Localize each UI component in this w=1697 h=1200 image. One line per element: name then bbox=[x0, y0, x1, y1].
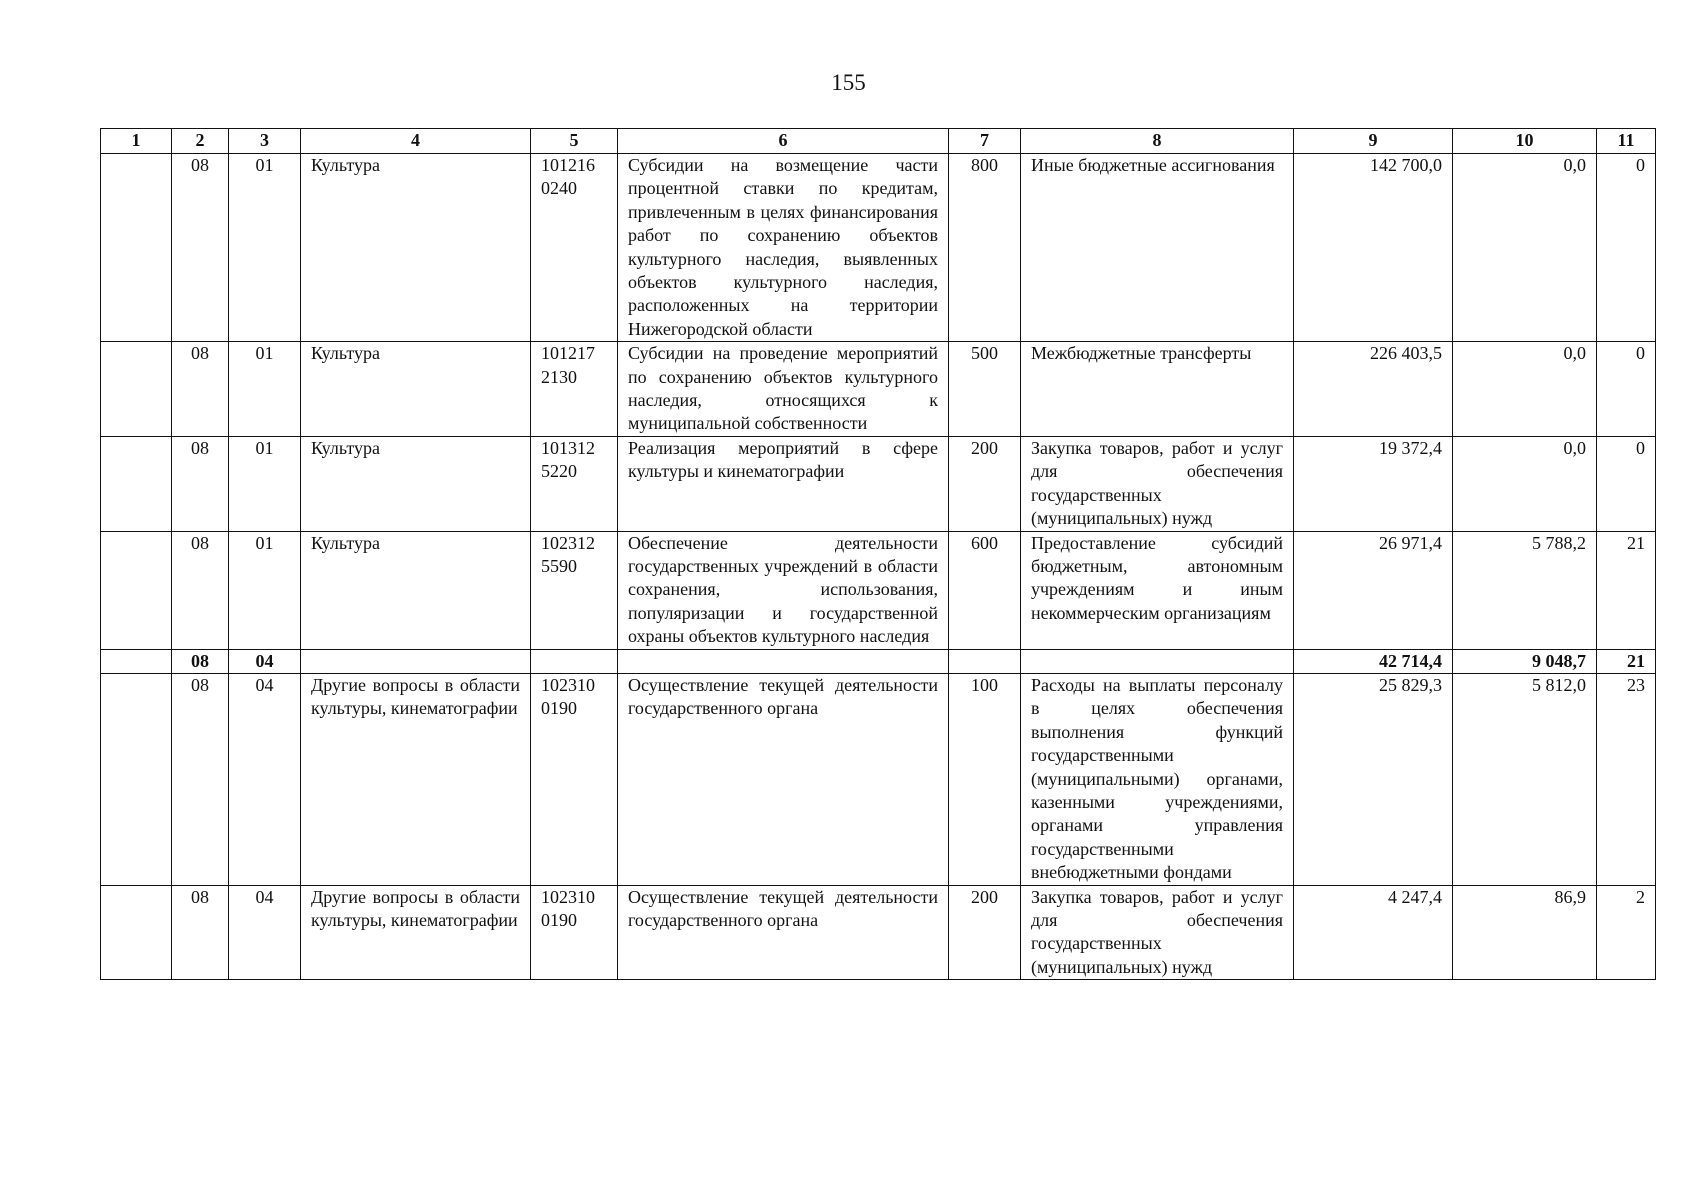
cell-amount-col-9: 26 971,4 bbox=[1294, 531, 1453, 649]
cell-section: 08 bbox=[172, 885, 229, 980]
cell-subsection: 04 bbox=[229, 885, 301, 980]
cell-expense-code: 200 bbox=[949, 436, 1021, 531]
cell-expense-name: Закупка товаров, работ и услуг для обеспечения государственных (муниципальных) нужд bbox=[1021, 436, 1294, 531]
cell-amount-col-10: 5 788,2 bbox=[1453, 531, 1597, 649]
cell-target-name: Реализация мероприятий в сфере культуры и кинематографии bbox=[618, 436, 949, 531]
header-col-4: 4 bbox=[301, 129, 531, 154]
cell-target-code: 101217 2130 bbox=[531, 342, 618, 437]
cell-amount-col-10: 86,9 bbox=[1453, 885, 1597, 980]
cell-section: 08 bbox=[172, 673, 229, 885]
cell-amount-col-9: 226 403,5 bbox=[1294, 342, 1453, 437]
cell-target-name: Субсидии на возмещение части процентной ставки по кредитам, привлеченным в целях финансирования работ по сохранению объектов культурного наследия, выявленных объектов культурного наследия, расположенных на территории Нижегородской области bbox=[618, 154, 949, 342]
cell-amount-col-11: 0 bbox=[1597, 154, 1656, 342]
cell-col-1 bbox=[101, 436, 172, 531]
cell-expense-name: Межбюджетные трансферты bbox=[1021, 342, 1294, 437]
cell-section: 08 bbox=[172, 531, 229, 649]
cell-amount-col-11: 21 bbox=[1597, 531, 1656, 649]
cell-subsection: 01 bbox=[229, 436, 301, 531]
header-col-3: 3 bbox=[229, 129, 301, 154]
header-col-6: 6 bbox=[618, 129, 949, 154]
cell-subsection: 04 bbox=[229, 673, 301, 885]
cell-target-code: 102310 0190 bbox=[531, 885, 618, 980]
cell-expense-code: 500 bbox=[949, 342, 1021, 437]
cell-expense-code bbox=[949, 649, 1021, 673]
cell-subsection-name bbox=[301, 649, 531, 673]
cell-target-name: Обеспечение деятельности государственных учреждений в области сохранения, использования, популяризации и государственной охраны объектов культурного наследия bbox=[618, 531, 949, 649]
cell-section: 08 bbox=[172, 649, 229, 673]
cell-subsection: 01 bbox=[229, 154, 301, 342]
table-row bbox=[101, 531, 1656, 649]
cell-col-1 bbox=[101, 673, 172, 885]
cell-subsection: 01 bbox=[229, 531, 301, 649]
cell-expense-code: 600 bbox=[949, 531, 1021, 649]
cell-target-code: 101312 5220 bbox=[531, 436, 618, 531]
cell-col-1 bbox=[101, 649, 172, 673]
table-row bbox=[101, 436, 1656, 531]
cell-target-name: Осуществление текущей деятельности государственного органа bbox=[618, 673, 949, 885]
cell-section: 08 bbox=[172, 436, 229, 531]
cell-expense-name: Иные бюджетные ассигнования bbox=[1021, 154, 1294, 342]
cell-amount-col-10: 9 048,7 bbox=[1453, 649, 1597, 673]
cell-target-code: 101216 0240 bbox=[531, 154, 618, 342]
cell-section: 08 bbox=[172, 342, 229, 437]
cell-target-code: 102310 0190 bbox=[531, 673, 618, 885]
header-col-7: 7 bbox=[949, 129, 1021, 154]
cell-amount-col-11: 21 bbox=[1597, 649, 1656, 673]
cell-col-1 bbox=[101, 531, 172, 649]
cell-amount-col-10: 0,0 bbox=[1453, 342, 1597, 437]
cell-subsection-name: Культура bbox=[301, 342, 531, 437]
table-row bbox=[101, 673, 1656, 885]
cell-amount-col-11: 23 bbox=[1597, 673, 1656, 885]
cell-subsection: 01 bbox=[229, 342, 301, 437]
cell-section: 08 bbox=[172, 154, 229, 342]
cell-subsection: 04 bbox=[229, 649, 301, 673]
cell-subsection-name: Культура bbox=[301, 154, 531, 342]
cell-target-name bbox=[618, 649, 949, 673]
cell-expense-name: Предоставление субсидий бюджетным, автономным учреждениям и иным некоммерческим организациям bbox=[1021, 531, 1294, 649]
cell-col-1 bbox=[101, 342, 172, 437]
cell-subsection-name: Культура bbox=[301, 436, 531, 531]
cell-expense-code: 100 bbox=[949, 673, 1021, 885]
cell-expense-name bbox=[1021, 649, 1294, 673]
header-col-11: 11 bbox=[1597, 129, 1656, 154]
header-col-8: 8 bbox=[1021, 129, 1294, 154]
cell-amount-col-11: 2 bbox=[1597, 885, 1656, 980]
cell-target-name: Осуществление текущей деятельности государственного органа bbox=[618, 885, 949, 980]
cell-amount-col-9: 25 829,3 bbox=[1294, 673, 1453, 885]
cell-amount-col-9: 4 247,4 bbox=[1294, 885, 1453, 980]
cell-expense-name: Расходы на выплаты персоналу в целях обеспечения выполнения функций государственными (муниципальными) органами, казенными учреждениями, органами управления государственными внебюджетными фондами bbox=[1021, 673, 1294, 885]
cell-amount-col-11: 0 bbox=[1597, 342, 1656, 437]
page-number: 155 bbox=[831, 70, 866, 95]
table-row bbox=[101, 342, 1656, 437]
cell-col-1 bbox=[101, 154, 172, 342]
cell-subsection-name: Культура bbox=[301, 531, 531, 649]
header-col-5: 5 bbox=[531, 129, 618, 154]
cell-subsection-name: Другие вопросы в области культуры, кинематографии bbox=[301, 673, 531, 885]
cell-amount-col-9: 19 372,4 bbox=[1294, 436, 1453, 531]
cell-expense-code: 800 bbox=[949, 154, 1021, 342]
table-row bbox=[101, 154, 1656, 342]
header-col-1: 1 bbox=[101, 129, 172, 154]
cell-amount-col-10: 0,0 bbox=[1453, 154, 1597, 342]
cell-amount-col-11: 0 bbox=[1597, 436, 1656, 531]
header-col-9: 9 bbox=[1294, 129, 1453, 154]
cell-amount-col-9: 142 700,0 bbox=[1294, 154, 1453, 342]
cell-expense-code: 200 bbox=[949, 885, 1021, 980]
header-row bbox=[101, 129, 1656, 154]
cell-target-name: Субсидии на проведение мероприятий по сохранению объектов культурного наследия, относящихся к муниципальной собственности bbox=[618, 342, 949, 437]
cell-expense-name: Закупка товаров, работ и услуг для обеспечения государственных (муниципальных) нужд bbox=[1021, 885, 1294, 980]
cell-target-code bbox=[531, 649, 618, 673]
cell-subsection-name: Другие вопросы в области культуры, кинематографии bbox=[301, 885, 531, 980]
budget-table bbox=[100, 128, 1656, 980]
cell-amount-col-10: 5 812,0 bbox=[1453, 673, 1597, 885]
cell-target-code: 102312 5590 bbox=[531, 531, 618, 649]
subtotal-row bbox=[101, 649, 1656, 673]
cell-amount-col-9: 42 714,4 bbox=[1294, 649, 1453, 673]
cell-col-1 bbox=[101, 885, 172, 980]
header-col-10: 10 bbox=[1453, 129, 1597, 154]
table-row bbox=[101, 885, 1656, 980]
header-col-2: 2 bbox=[172, 129, 229, 154]
cell-amount-col-10: 0,0 bbox=[1453, 436, 1597, 531]
